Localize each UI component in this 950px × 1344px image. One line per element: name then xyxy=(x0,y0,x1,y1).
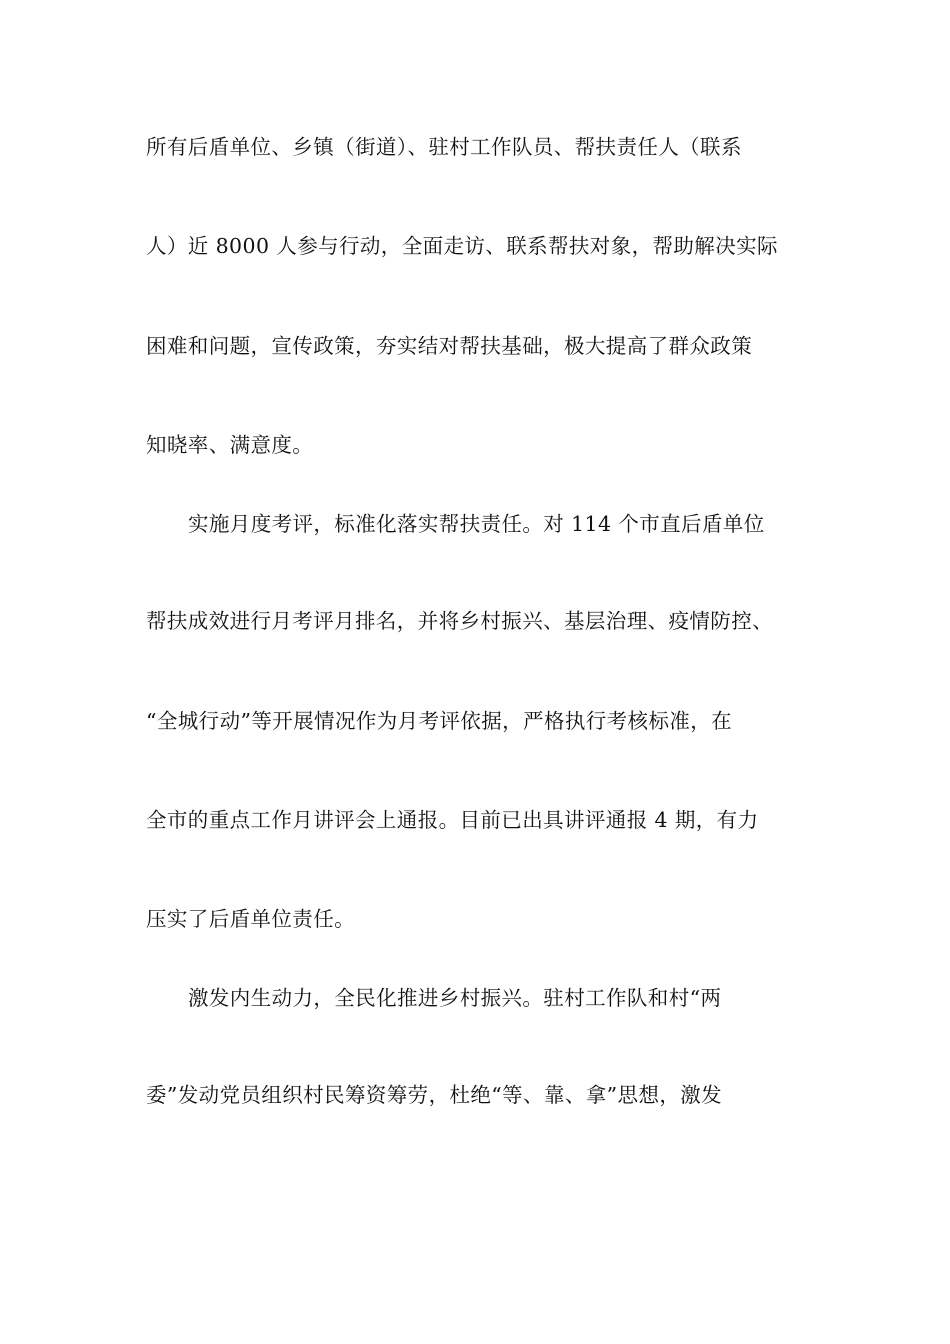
text-line: 知晓率、满意度。 xyxy=(146,433,314,457)
text-line: 激发内生动力，全民化推进乡村振兴。驻村工作队和村“两 xyxy=(188,986,722,1010)
text-line: 压实了后盾单位责任。 xyxy=(146,907,355,931)
text-line: 所有后盾单位、乡镇（街道）、驻村工作队员、帮扶责任人（联系 xyxy=(146,135,742,159)
text-line: 困难和问题，宣传政策，夯实结对帮扶基础，极大提高了群众政策 xyxy=(146,334,753,358)
text-line: 实施月度考评，标准化落实帮扶责任。对 114 个市直后盾单位 xyxy=(188,512,765,536)
text-line: 帮扶成效进行月考评月排名，并将乡村振兴、基层治理、疫情防控、 xyxy=(146,609,773,633)
text-line: 人）近 8000 人参与行动，全面走访、联系帮扶对象，帮助解决实际 xyxy=(146,234,778,258)
text-line: 委”发动党员组织村民筹资筹劳，杜绝“等、靠、拿”思想，激发 xyxy=(146,1083,723,1107)
text-line: “全城行动”等开展情况作为月考评依据，严格执行考核标准，在 xyxy=(146,709,733,733)
text-line: 全市的重点工作月讲评会上通报。目前已出具讲评通报 4 期，有力 xyxy=(146,808,759,832)
